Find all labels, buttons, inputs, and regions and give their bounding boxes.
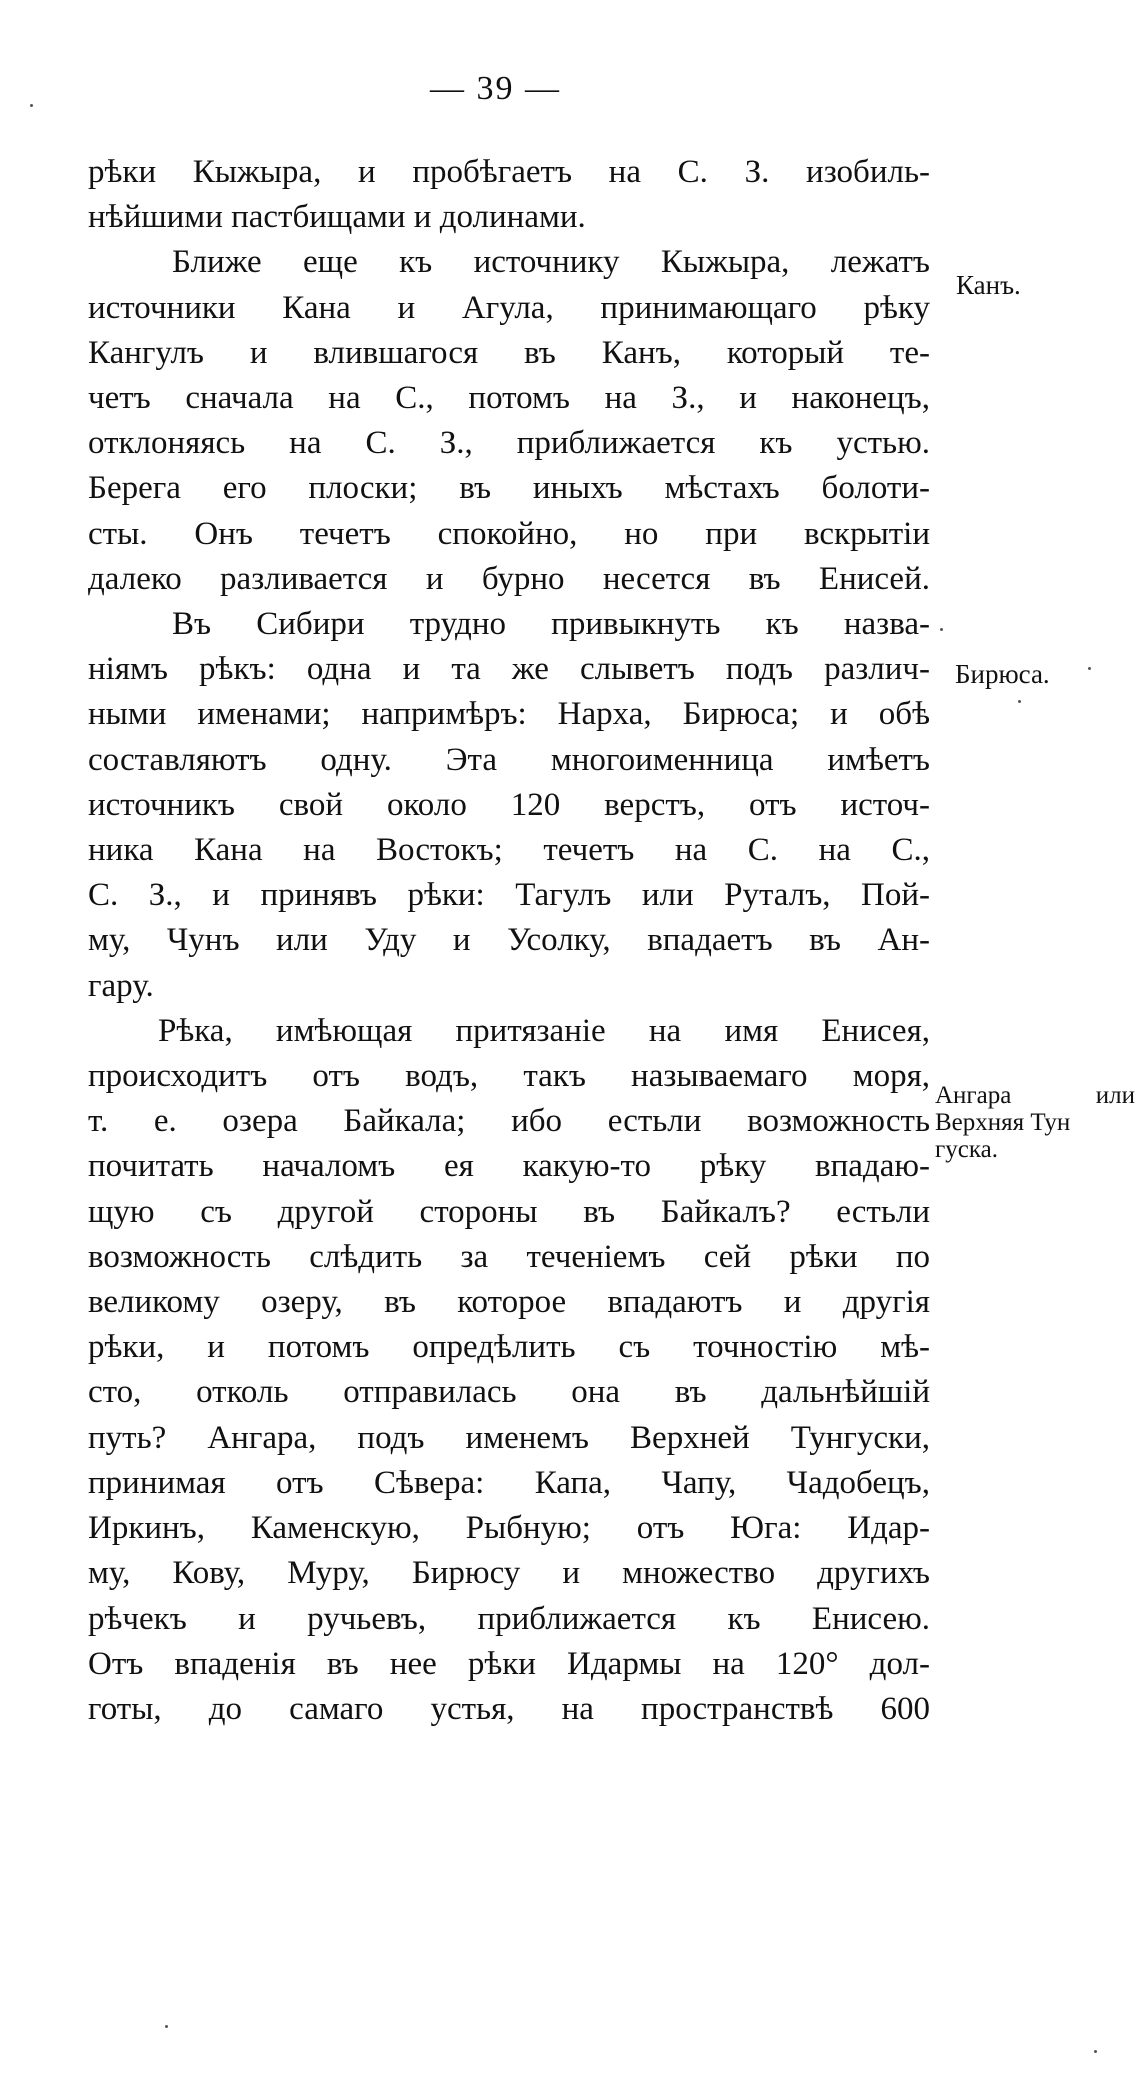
text-line: происходитъ отъ водъ, такъ называемаго моря, — [88, 1058, 930, 1095]
margin-note-angara — [935, 1082, 1135, 1163]
text-line: четъ сначала на С., потомъ на З., и наконецъ, — [88, 380, 930, 417]
text-line: рѣки, и потомъ опредѣлить съ точностію мѣ- — [88, 1329, 930, 1366]
text-line: составляютъ одну. Эта многоименница имѣетъ — [88, 741, 930, 778]
text-line: источникъ свой около 120 верстъ, отъ источ- — [88, 786, 930, 823]
text-line: Берега его плоски; въ иныхъ мѣстахъ болоти- — [88, 470, 930, 507]
text-line: сто, отколь отправилась она въ дальнѣйшій — [88, 1374, 930, 1411]
paragraph-3 — [88, 602, 930, 1009]
paragraph-1 — [88, 150, 930, 240]
text-line: гару. — [88, 967, 154, 1004]
paper-speck — [1018, 700, 1021, 703]
text-line: Иркинъ, Каменскую, Рыбную; отъ Юга: Идар- — [88, 1510, 930, 1547]
paper-speck — [1088, 667, 1091, 670]
text-line: му, Чунъ или Уду и Усолку, впадаетъ въ Ан- — [88, 922, 930, 959]
text-line: нѣйшими пастбищами и долинами. — [88, 199, 586, 236]
text-line: возможность слѣдить за теченіемъ сей рѣки по — [88, 1238, 930, 1275]
paper-speck — [30, 104, 33, 107]
text-line: т. е. озера Байкала; ибо естьли возможность — [88, 1103, 930, 1140]
text-line: Отъ впаденія въ нее рѣки Идармы на 120° дол- — [88, 1645, 930, 1682]
text-line: отклоняясь на С. З., приближается къ устью. — [88, 425, 930, 462]
paper-speck — [165, 2025, 168, 2028]
paper-speck — [1094, 2050, 1097, 2053]
margin-note-kan: Канъ. — [956, 270, 1021, 300]
text-line: почитать началомъ ея какую-то рѣку впадаю- — [88, 1148, 930, 1185]
paragraph-2 — [88, 240, 930, 602]
paper-speck — [940, 628, 943, 631]
paragraph-4 — [88, 1009, 930, 1732]
text-line: готы, до самаго устья, на пространствѣ 600 — [88, 1690, 930, 1727]
text-line: му, Кову, Муру, Бирюсу и множество другихъ — [88, 1555, 930, 1592]
text-line: Ближе еще къ источнику Кыжыра, лежатъ — [172, 244, 930, 281]
text-line: ными именами; напримѣръ: Нарха, Бирюса; и обѣ — [88, 696, 930, 733]
text-line: Рѣка, имѣющая притязаніе на имя Енисея, — [158, 1012, 930, 1049]
text-line: источники Кана и Агула, принимающаго рѣку — [88, 289, 930, 326]
text-line: щую съ другой стороны въ Байкалъ? естьли — [88, 1193, 930, 1230]
text-line: рѣчекъ и ручьевъ, приближается къ Енисею. — [88, 1600, 930, 1637]
text-line: Кангулъ и влившагося въ Канъ, который те- — [88, 334, 930, 371]
text-line: принимая отъ Сѣвера: Капа, Чапу, Чадобецъ, — [88, 1464, 930, 1501]
page-number: — 39 — — [430, 70, 561, 107]
text-line: путь? Ангара, подъ именемъ Верхней Тунгуски, — [88, 1419, 930, 1456]
margin-note-line: гуска. — [935, 1136, 998, 1163]
text-line: ніямъ рѣкъ: одна и та же слыветъ подъ различ- — [88, 651, 930, 688]
margin-note-line: Ангара или — [935, 1082, 1135, 1109]
body-text — [88, 150, 930, 1732]
text-line: рѣки Кыжыра, и пробѣгаетъ на С. З. изобиль- — [88, 154, 930, 190]
text-line: ника Кана на Востокъ; течетъ на С. на С., — [88, 832, 930, 869]
text-line: Въ Сибири трудно привыкнуть къ назва- — [172, 606, 930, 643]
text-line: С. З., и принявъ рѣки: Тагулъ или Руталъ, Пой- — [88, 877, 930, 914]
text-line: сты. Онъ течетъ спокойно, но при вскрытіи — [88, 515, 930, 552]
margin-note-line: Верхняя Тун — [935, 1109, 1071, 1136]
margin-note-biryusa: Бирюса. — [955, 659, 1050, 689]
text-line: великому озеру, въ которое впадаютъ и другія — [88, 1284, 930, 1321]
text-line: далеко разливается и бурно несется въ Енисей. — [88, 560, 930, 597]
